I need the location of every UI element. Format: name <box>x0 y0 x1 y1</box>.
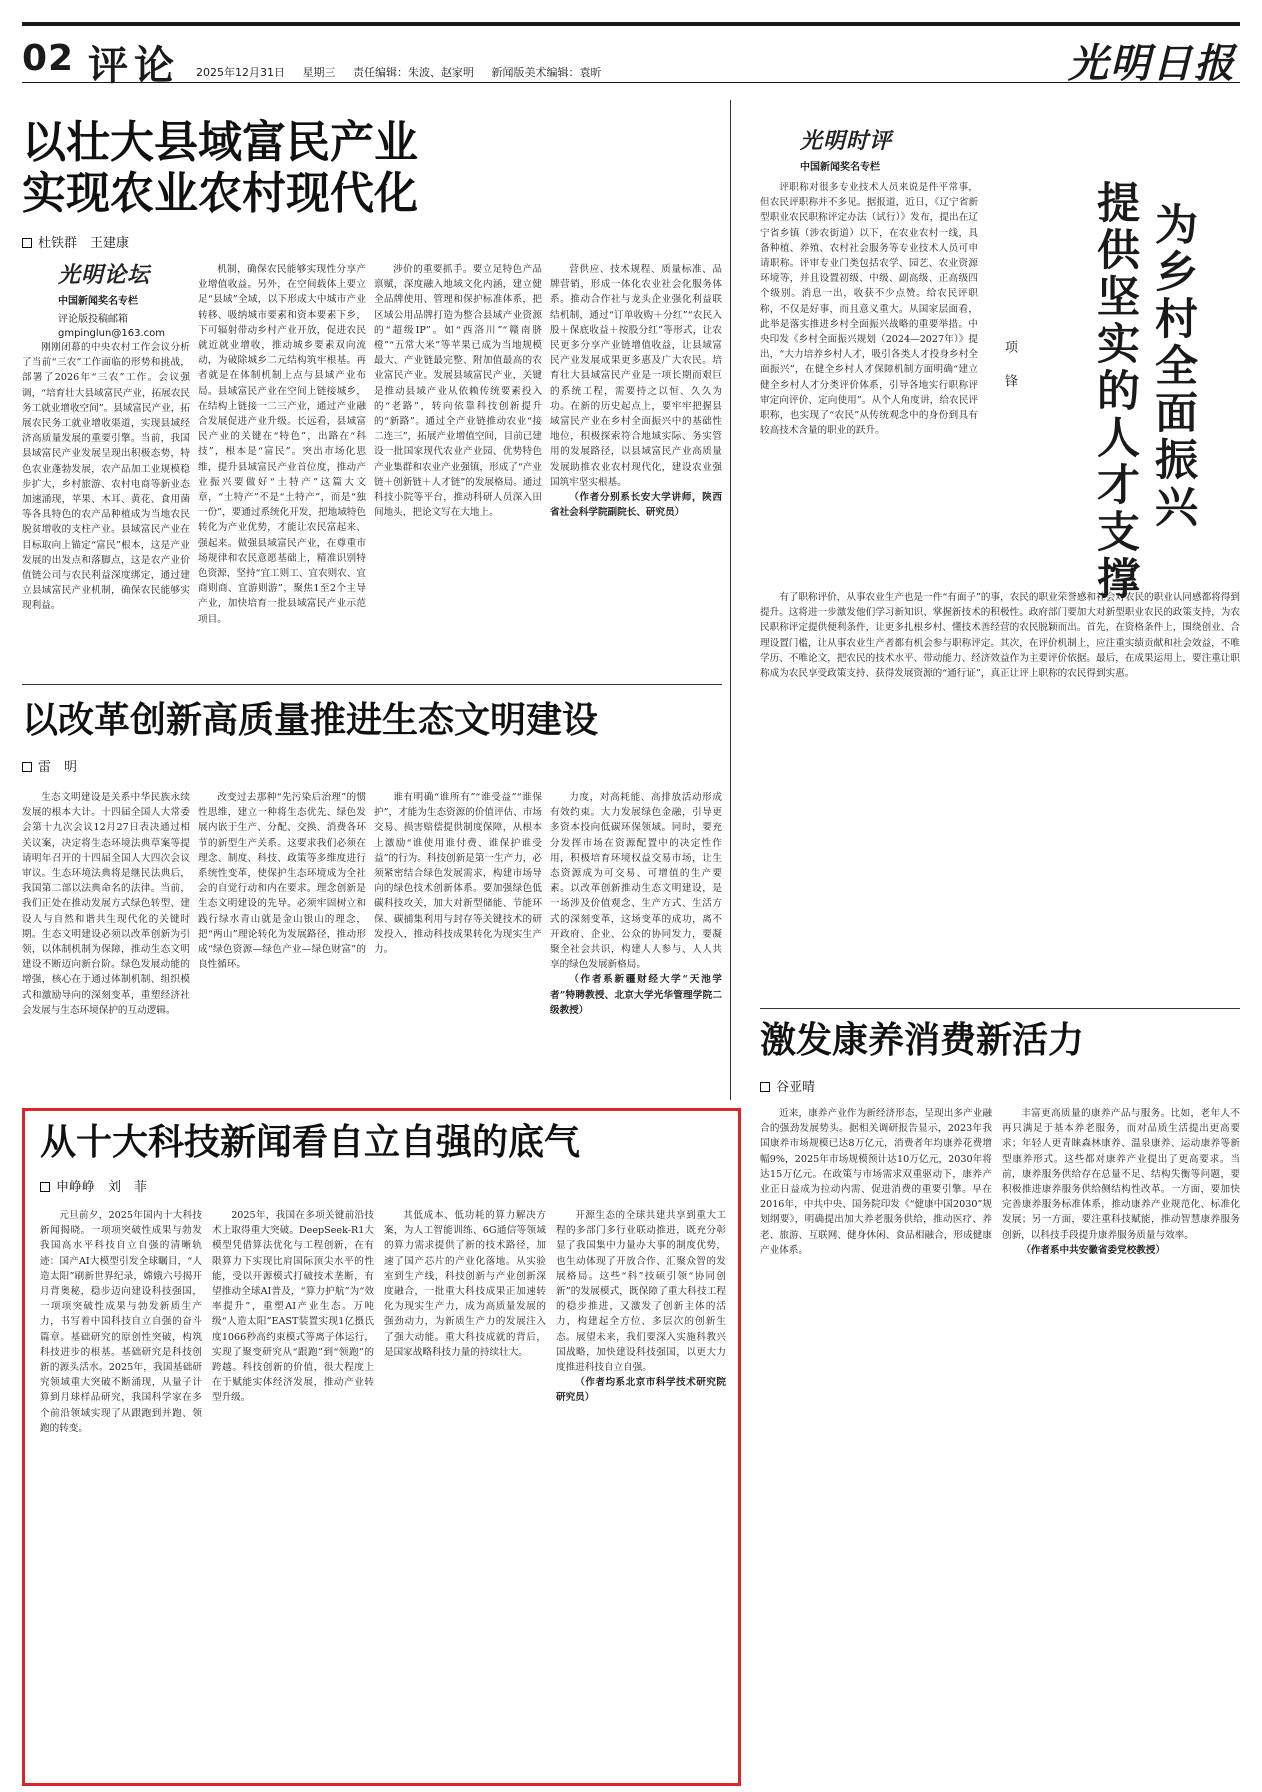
article5-paragraph-2: 丰富更高质量的康养产品与服务。比如，老年人不再只满足于基本养老服务，而对品质生活提出更高要求；年轻人更青睐森林康养、温泉康养、运动康养等新型康养形式。这些都对康养产业提出了更高要求。当前，康养服务供给存在总量不足、结构失衡等问题，要积极推进康养服务供给侧结构性改革。一方面，要加快完善康养服务标准体系，推动康养产业规范化、标准化发展；另一方面，要注重科技赋能，推动智慧康养服务创新，以科技手段提升康养服务质量与效率。 <box>1002 1108 1240 1241</box>
article3-column-2 <box>212 1208 374 1774</box>
article2-byline <box>22 756 77 775</box>
article2-column-3 <box>374 790 542 1090</box>
article1-column-2 <box>198 262 366 670</box>
art-editor: 新闻版美术编辑：袁昕 <box>491 66 602 79</box>
masthead <box>0 0 1262 89</box>
article3-paragraph-4: 开源生态的全球共建共享到重大工程的多部门多行业联动推进，既充分彰显了我国集中力量办大事的制度优势，也生动体现了开放合作、汇聚众智的发展格局。这些“科”技硕引领“协同创新”的发展模式，既保障了重大科技工程的稳步推进，又激发了创新主体的活力，构建起全方位、多层次的创新生态。展望未来，我们要深入实施科教兴国战略，加快建设科技强国，以更大力度推进科技自立自强。 <box>556 1210 726 1374</box>
article2-column-4 <box>550 790 722 1090</box>
article1-headline <box>22 118 418 219</box>
article1-paragraph-4: 营供应、技术规程、质量标准、品牌营销，形成一体化农业社会化服务体系。推动合作社与龙头企业强化利益联结机制，通过“订单收购＋分红”“农民入股＋保底收益＋按股分红”等形式，让农民更多分享产业链增值收益，让县域富民产业发展成果更多惠及广大农民。培育壮大县域富民产业是一项长期而艰巨的系统工程，需要持之以恒、久久为功。在新的历史起点上，要牢牢把握县域富民产业在乡村全面振兴中的基础性地位，积极探索符合地域实际、务实管用的发展路径，以县域富民产业高质量发展助推农业农村现代化，建设农业强国筑牢坚实根基。 <box>550 264 722 488</box>
article5-column-2 <box>1002 1106 1240 1778</box>
article3-author-note: （作者均系北京市科学技术研究院研究员） <box>556 1377 726 1404</box>
article3-column-1 <box>40 1208 202 1774</box>
shiping-badge <box>800 124 892 173</box>
article1-paragraph-1: 刚刚闭幕的中央农村工作会议分析了当前“三农”工作面临的形势和挑战，部署了2026年“三农”工作。会议强调，“培育壮大县域富民产业，拓展农民务工就业增收空间”。县域富民产业，拓展农民务工就业增收渠道，实现县域经济高质量发展的重要引擎。当前，我国县域富民产业发展呈现出积极态势，特色农业蓬勃发展，农产品加工业规模稳步扩大，乡村旅游、农村电商等新业态加速涌现，苹果、木耳、黄花、食用菌等各具特色的农产品种植成为当地农民脱贫增收的支柱产业。县域富民产业在目标取向上锚定“富民”根本，这是产业发展的出发点和落脚点，这是农产业价值链公司与农民利益深度绑定，通过建立县域富民产业机制，确保农民能够实现利益。 <box>22 342 190 612</box>
article3-column-3 <box>384 1208 546 1774</box>
right-section-divider <box>760 1008 1240 1009</box>
article3-paragraph-3: 其低成本、低功耗的算力解决方案，为人工智能训练、6G通信等领域的算力需求提供了新的技术路径，加速了国产芯片的产业化落地。从实验室到生产线，科技创新与产业创新深度融合，一批重大科技成果正加速转化为现实生产力，成为高质量发展的强劲动力，为新质生产力的发展注入了强大动能。重大科技成就的背后，是国家战略科技力量的持续壮大。 <box>384 1210 546 1358</box>
article5-title: 激发康养消费新活力 <box>760 1019 1085 1061</box>
issue-date: 2025年12月31日 <box>196 66 285 79</box>
article1-paragraph-2: 机制，确保农民能够实现性分享产业增值收益。另外，在空间载体上要立足“县域”全域，以下形成大中城市产业转移、吸纳城市要素和资本要素下乡，下可辐射带动乡村产业开放，促进农民就近就业增收，推动城乡要素双向流动，为破除城乡二元结构筑牢根基。再者就是在体制机制上点与县域产业布局。县域富民产业在空间上链接城乡，在结构上链接一二三产业，通过产业融合发展促进产业升级。长远看，县域富民产业的关键在“特色”，出路在“科技”，根本是“富民”。突出市场化思维，提升县域富民产业首位度，推动产业振兴要做好“土特产”这篇大文章，“土特产”不是“土特产”，而是“独一份”，要通过系统化开发，把地域特色转化为产业优势，才能让农民富起来、强起来。做强县域富民产业，在尊重市场规律和农民意愿基础上，精准识别特色资源，坚持“宜工则工、宜农则农、宜商则商、宜游则游”，聚焦1至2个主导产业，加快培育一批县域富民产业示范项目。 <box>198 264 366 625</box>
article4-title-col1: 为乡村全面振兴 <box>1148 202 1198 531</box>
page-number: 02 <box>22 38 75 79</box>
article4-authors: 项 锋 <box>1002 340 1017 391</box>
article1-paragraph-3: 涉价的重要抓手。要立足特色产品禀赋，深度融入地域文化内涵，建立健全品牌使用、管理和保护标准体系，把区域公用品牌打造为整合县域产业资源的“超级IP”。如“西洛川”“赣南脐橙”“五常大米”等苹果已成为当地规模最大、产业链最完整、附加值最高的农业富民产业。发展县域富民产业，关键是推动县域产业从依赖传统要素投入的“老路”，转向依靠科技创新提升的“新路”。通过全产业链推动农业“接二连三”，拓展产业增值空间，目前已建设一批国家现代农业产业园、优势特色产业集群和农业产业强镇，形成了“产业链＋创新链＋人才链”的发展格局。通过科技小院等平台，推动科研人员深入田间地头，把论文写在大地上。 <box>374 264 542 519</box>
article1-column-1 <box>22 340 190 670</box>
responsible-editors: 责任编辑：朱波、赵家明 <box>353 66 474 79</box>
article4-column-2 <box>760 590 1240 1000</box>
article1-column-3 <box>374 262 542 670</box>
article3-title: 从十大科技新闻看自立自强的底气 <box>40 1121 581 1163</box>
masthead-top-rule <box>22 22 1240 26</box>
article2-paragraph-3: 谁有明确“谁所有”“谁受益”“谁保护”，才能为生态资源的价值评估、市场交易、损害赔偿提供制度保障，从根本上激励“谁使用谁付费、谁保护谁受益”的行为。科技创新是第一生产力，必须紧密结合绿色发展需求，构建市场导向的绿色技术创新体系。要加强绿色低碳科技攻关，加大对新型储能、节能环保、碳捕集利用与封存等关键技术的研发投入，推动科技成果转化为现实生产力。 <box>374 792 542 956</box>
article4-paragraph-2: 有了职称评价，从事农业生产也是一件“有面子”的事，农民的职业荣誉感和社会对农民的职业认同感都将得到提升。这将进一步激发他们学习新知识、掌握新技术的积极性。政府部门要加大对新型职业农民的政策支持，为农民职称评定提供便利条件，让更多扎根乡村、懂技术善经营的农民脱颖而出。首先，在资格条件上，围绕创业、合理设置门槛，让从事农业生产者都有机会参与职称评定。其次，在评价机制上，应注重实绩贡献和社会效益，不唯学历、不唯论文，把农民的技术水平、带动能力、经济效益作为主要评价依据。最后，在成果运用上，要注重让职称成为农民享受政策支持、获得发展资源的“通行证”，真正让评上职称的农民得到实惠。 <box>760 592 1240 680</box>
issue-weekday: 星期三 <box>302 66 336 79</box>
article2-author-note: （作者系新疆财经大学“天池学者”特聘教授、北京大学光华管理学院二级教授） <box>550 974 722 1016</box>
article4-byline <box>1000 340 1019 391</box>
newspaper-logo: 光明日报 <box>1068 40 1236 87</box>
article5-column-1 <box>760 1106 992 1778</box>
article2-column-2 <box>198 790 366 1090</box>
article3-authors: 申峥峥 刘 菲 <box>56 1180 148 1195</box>
article2-paragraph-4: 力度，对高耗能、高排放活动形成有效约束。大力发展绿色金融，引导更多资本投向低碳环保领域。同时，要充分发挥市场在资源配置中的决定性作用，积极培育环境权益交易市场，让生态资源成为可交易、可增值的生产要素。以改革创新推动生态文明建设，是一场涉及价值观念、生产方式、生活方式的深刻变革，这场变革的成功，离不开政府、企业、公众的协同发力，要凝聚全社会共识，构建人人参与、人人共享的绿色发展新格局。 <box>550 792 722 971</box>
article4-paragraph-1: 评职称对很多专业技术人员来说是件平常事，但农民评职称并不多见。据报道，近日，《辽宁省新型职业农民职称评定办法（试行）》发布，提出在辽宁省乡镇（涉农街道）以下，在农业农村一线，具备种植、养殖、农村社会服务等专业技术人员可申请职称。评审专业门类包括农学、园艺、农业资源环境等，并且设置初级、中级、副高级、正高级四个级别。消息一出，收获不少点赞。给农民评职称，不仅是好事，而且意义重大。从国家层面看，此举是落实推进乡村全面振兴战略的重要举措。中央印发《乡村全面振兴规划（2024—2027年）》提出，“大力培养乡村人才，吸引各类人才投身乡村全面振兴”，在健全乡村人才保障机制方面明确“建立健全乡村人才分类评价体系，引导各地实行职称评审定向评价、定向使用”。从个人角度讲，给农民评职称，也实现了“农民”从传统观念中的身份到具有较高技术含量的职业的跃升。 <box>760 182 978 437</box>
forum-badge-title: 光明论坛 <box>58 263 151 288</box>
article2-title: 以改革创新高质量推进生态文明建设 <box>22 699 599 741</box>
masthead-bottom-rule <box>22 82 1240 83</box>
article3-column-4 <box>556 1208 726 1774</box>
shiping-badge-title: 光明时评 <box>800 129 893 154</box>
article3-byline <box>40 1176 147 1195</box>
article5-byline <box>760 1076 815 1095</box>
shiping-badge-subtitle: 中国新闻奖名专栏 <box>800 162 880 173</box>
article2-column-1 <box>22 790 190 1090</box>
byline-box-icon <box>40 1182 50 1192</box>
article4-title-col2: 提供坚实的人才支撑 <box>1090 180 1140 603</box>
article5-author-note: （作者系中共安徽省委党校教授） <box>1021 1244 1166 1256</box>
article1-author-note: （作者分别系长安大学讲师，陕西省社会科学院副院长、研究员） <box>550 492 722 519</box>
byline-box-icon <box>760 1082 770 1092</box>
article1-title-line2: 实现农业农村现代化 <box>22 167 418 219</box>
forum-badge-subtitle: 中国新闻奖名专栏 <box>58 296 138 307</box>
article3-paragraph-2: 2025年，我国在多项关键前沿技术上取得重大突破。DeepSeek-R1大模型凭借算法优化与工程创新，在有限算力下实现比肩国际顶尖水平的性能，受以开源模式打破技术垄断，有望推动全球AI普及，“算力护航”为“效率提升”，重塑AI产业生态。万吨级“人造太阳”EAST装置实现1亿摄氏度1066秒高约束模式等离子体运行，实现了聚变研究从“跟跑”到“领跑”的跨越。科技创新的价值，很大程度上在于赋能实体经济发展，推动产业转型升级。 <box>212 1210 374 1404</box>
article5-paragraph-1: 近来，康养产业作为新经济形态，呈现出多产业融合的强劲发展势头。据相关调研报告显示，2023年我国康养市场规模已达8万亿元，消费者年均康养花费增幅9%，2025年市场规模预计达10万亿元，2030年将达15万亿元。在政策与市场需求双重驱动下，康养产业正日益成为拉动内需、促进消费的重要引擎。早在2016年，中共中央、国务院印发《“健康中国2030”规划纲要》，明确提出加大养老服务供给，推动医疗、养老、旅游、互联网、健身休闲、食品相融合，形成健康产业体系。 <box>760 1108 992 1256</box>
forum-badge-email[interactable]: gmpinglun@163.com <box>58 328 165 339</box>
forum-badge <box>58 258 165 339</box>
article3-paragraph-1: 元旦前夕，2025年国内十大科技新闻揭晓。一项项突破性成果与勃发我国高水平科技自立自强的清晰轨迹：国产AI大模型引发全球瞩目，“人造太阳”刷新世界纪录，嫦娥六号揭开月背奥秘，稳步迈向建设科技强国，一项项突破性成果与勃发新质生产力，书写着中国科技自立自强的奋斗篇章。基础研究的原创性突破，构筑科技进步的根基。基础研究是科技创新的源头活水。2025年，我国基础研究领域重大突破不断涌现，从量子计算到月球样品研究，我国科学家在多个前沿领域实现了从跟跑到并跑、领跑的转变。 <box>40 1210 202 1434</box>
byline-box-icon <box>22 238 32 248</box>
column-divider <box>730 100 731 1100</box>
article4-column-1 <box>760 180 978 580</box>
article1-column-4 <box>550 262 722 670</box>
article5-authors: 谷亚晴 <box>776 1080 816 1095</box>
forum-badge-email-label: 评论版投稿邮箱 <box>58 314 128 325</box>
article1-authors: 杜铁群 王建康 <box>38 236 130 251</box>
section-name: 评论 <box>88 42 180 89</box>
section-divider <box>22 684 722 685</box>
article2-authors: 雷 明 <box>38 760 78 775</box>
article1-title-line1: 以壮大县域富民产业 <box>22 117 418 168</box>
article2-paragraph-1: 生态文明建设是关系中华民族永续发展的根本大计。十四届全国人大常委会第十九次会议12月27日表决通过相关议案，决定将生态环境法典草案等提请明年召开的十四届全国人大四次会议审议。生态环境法典将是继民法典后，我国第二部以法典命名的法律。当前，我们正处在推动发展方式绿色转型、建设人与自然和谐共生现代化的关键时期。生态文明建设必须以改革创新为引领，以体制机制为保障，推动生态文明建设不断迈向新台阶。绿色发展动能的增强，核心在于通过体制机制、组织模式和激励导向的深刻变革，重塑经济社会发展与生态环境保护的互动逻辑。 <box>22 792 190 1016</box>
byline-box-icon <box>22 762 32 772</box>
masthead-meta <box>196 64 616 80</box>
article1-byline <box>22 232 129 251</box>
article2-paragraph-2: 改变过去那种“先污染后治理”的惯性思维，建立一种将生态优先、绿色发展内嵌于生产、分配、交换、消费各环节的新型生产关系。这要求我们必须在理念、制度、科技、政策等多维度进行系统性变革，使保护生态环境成为全社会的自觉行动和内在要求。理念创新是生态文明建设的先导。必须牢固树立和践行绿水青山就是金山银山的理念，把“两山”理论转化为发展路径，推动形成“绿色资源—绿色产业—绿色财富”的良性循环。 <box>198 792 366 971</box>
